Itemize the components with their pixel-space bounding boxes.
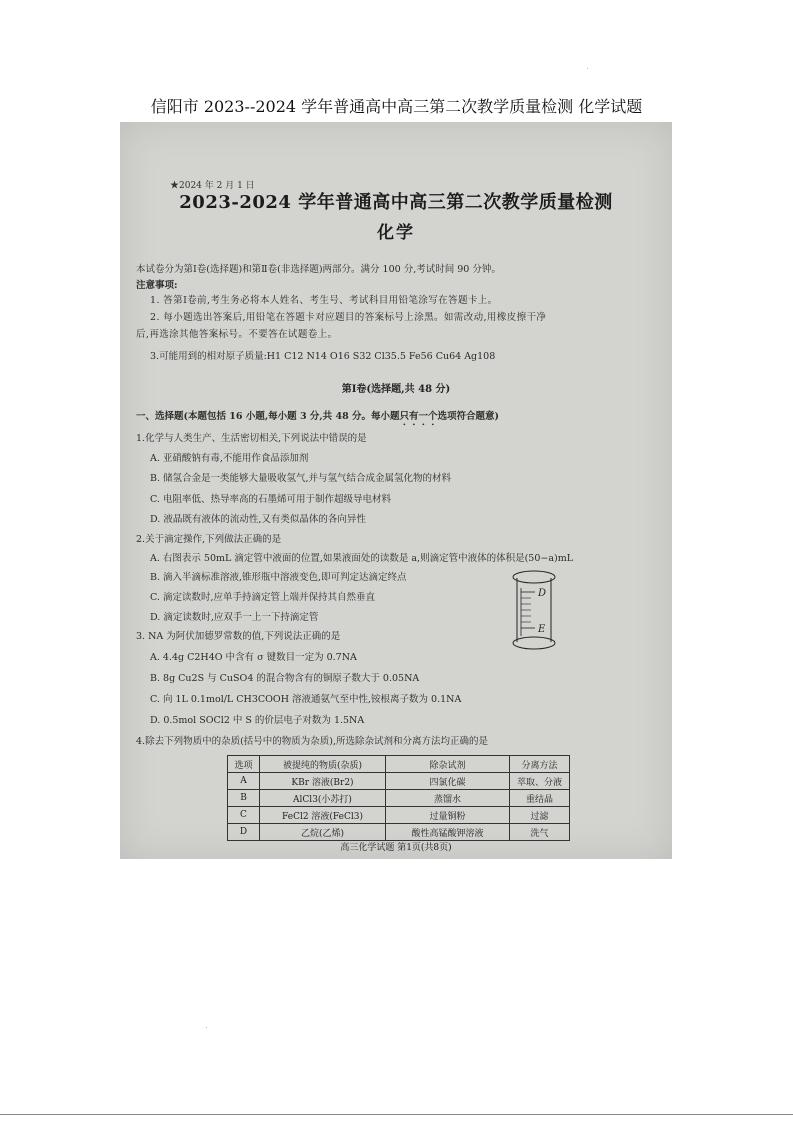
q1-option-c: C. 电阻率低、热导率高的石墨烯可用于制作超级导电材料 — [150, 494, 391, 505]
note-3: 3.可能用到的相对原子质量:H1 C12 N14 O16 S32 Cl35.5 Fe56 Cu64 Ag108 — [150, 351, 496, 362]
scan-speck — [587, 68, 588, 69]
table-cell: KBr 溶液(Br2) — [260, 773, 386, 790]
page-footer: 高三化学试题 第1页(共8页) — [340, 843, 452, 853]
q3-option-a: A. 4.4g C2H4O 中含有 σ 键数目一定为 0.7NA — [150, 652, 357, 663]
table-cell: 四氯化碳 — [386, 773, 510, 790]
table-row — [228, 790, 570, 807]
burette-label-e: E — [538, 624, 546, 635]
table-cell: D — [228, 824, 260, 841]
scan-speck — [206, 1027, 207, 1028]
question-2: 2.关于滴定操作,下列做法正确的是 — [136, 534, 282, 545]
table-cell: A — [228, 773, 260, 790]
table-row — [228, 824, 570, 841]
q2-option-a: A. 右图表示 50mL 滴定管中液面的位置,如果液面处的读数是 a,则滴定管中液体的体积是(50−a)mL — [150, 553, 574, 564]
table-header-cell: 选项 — [228, 756, 260, 773]
table-cell: 酸性高锰酸钾溶液 — [386, 824, 510, 841]
table-cell: 萃取、分液 — [510, 773, 570, 790]
notes-title: 注意事项: — [136, 280, 178, 291]
table-cell: 过量铜粉 — [386, 807, 510, 824]
table-row — [228, 807, 570, 824]
table-header-cell: 被提纯的物质(杂质) — [260, 756, 386, 773]
page-title: 信阳市 2023--2024 学年普通高中高三第二次教学质量检测 化学试题 — [150, 97, 643, 116]
question-4: 4.除去下列物质中的杂质(括号中的物质为杂质),所选除杂试剂和分离方法均正确的是 — [136, 736, 488, 747]
exam-subject: 化学 — [377, 223, 415, 243]
table-cell: 过滤 — [510, 807, 570, 824]
table-cell: 蒸馏水 — [386, 790, 510, 807]
question-3: 3. NA 为阿伏加德罗常数的值,下列说法正确的是 — [136, 631, 341, 642]
note-2b: 后,再选涂其他答案标号。不要答在试题卷上。 — [136, 329, 338, 340]
exam-date: ★2024 年 2 月 1 日 — [170, 181, 255, 191]
table-cell: 乙烷(乙烯) — [260, 824, 386, 841]
table-header-cell: 分离方法 — [510, 756, 570, 773]
q3-option-b: B. 8g Cu2S 与 CuSO4 的混合物含有的铜原子数大于 0.05NA — [150, 673, 420, 684]
page-bottom-rule — [0, 1114, 793, 1115]
table-cell: FeCl2 溶液(FeCl3) — [260, 807, 386, 824]
table-header-row — [228, 756, 570, 773]
table-cell: C — [228, 807, 260, 824]
q2-option-c: C. 滴定读数时,应单手持滴定管上端并保持其自然垂直 — [150, 592, 375, 603]
table-cell: 重结晶 — [510, 790, 570, 807]
table-cell: 洗气 — [510, 824, 570, 841]
note-1: 1. 答第Ⅰ卷前,考生务必将本人姓名、考生号、考试科目用铅笔涂写在答题卡上。 — [150, 295, 498, 306]
exam-title: 2023-2024 学年普通高中高三第二次教学质量检测 — [179, 192, 613, 213]
q4-table — [227, 755, 570, 841]
q2-option-d: D. 滴定读数时,应双手一上一下持滴定管 — [150, 612, 319, 623]
scanned-exam-page — [120, 122, 672, 859]
table-row — [228, 773, 570, 790]
question-1: 1.化学与人类生产、生活密切相关,下列说法中错误的是 — [136, 433, 367, 444]
q2-option-b: B. 滴入半滴标准溶液,锥形瓶中溶液变色,即可判定达滴定终点 — [150, 572, 407, 583]
exam-intro: 本试卷分为第Ⅰ卷(选择题)和第Ⅱ卷(非选择题)两部分。满分 100 分,考试时间 90 分钟。 — [136, 264, 501, 275]
table-cell: B — [228, 790, 260, 807]
part-1-heading: 一、选择题(本题包括 16 小题,每小题 3 分,共 48 分。每小题只有一个选项符合题意) — [136, 411, 500, 422]
q3-option-c: C. 向 1L 0.1mol/L CH3COOH 溶液通氨气至中性,铵根离子数为 0.1NA — [150, 694, 462, 705]
q1-option-a: A. 亚硝酸钠有毒,不能用作食品添加剂 — [150, 453, 309, 464]
burette-label-d: D — [538, 588, 547, 599]
section-1-heading: 第Ⅰ卷(选择题,共 48 分) — [341, 384, 451, 395]
burette-figure — [505, 568, 563, 652]
table-cell: AlCl3(小苏打) — [260, 790, 386, 807]
note-2a: 2. 每小题选出答案后,用铅笔在答题卡对应题目的答案标号上涂黑。如需改动,用橡皮擦干净 — [150, 312, 547, 323]
q3-option-d: D. 0.5mol SOCl2 中 S 的价层电子对数为 1.5NA — [150, 715, 365, 726]
q1-option-b: B. 储氢合金是一类能够大量吸收氢气,并与氢气结合成金属氢化物的材料 — [150, 473, 452, 484]
table-header-cell: 除杂试剂 — [386, 756, 510, 773]
q1-option-d: D. 液晶既有液体的流动性,又有类似晶体的各向异性 — [150, 514, 366, 525]
